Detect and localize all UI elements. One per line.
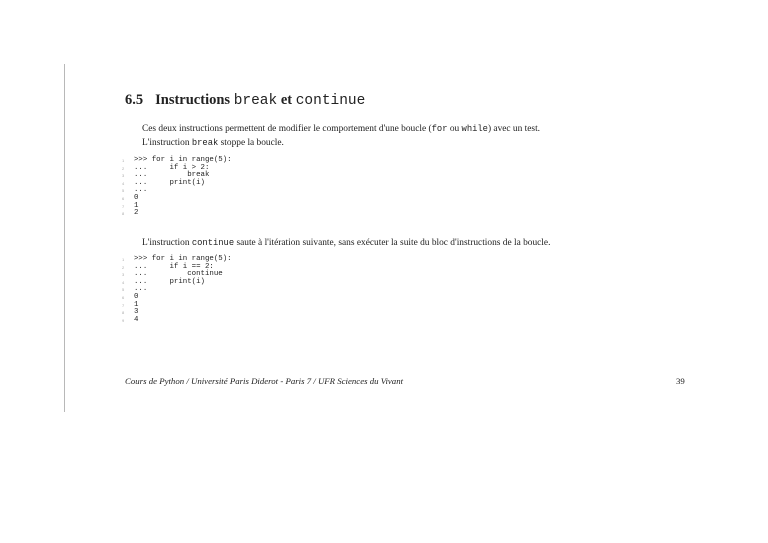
intro-text: ) avec un test. [487,124,541,134]
code-line-number: 3 [122,272,125,278]
code-line-number: 4 [122,279,125,285]
code-line-text: ... print(i) [134,277,205,286]
code-line [122,195,232,203]
footer-page-number: 39 [676,376,685,386]
code-line-text: ... if i == 2: [134,262,214,271]
section-title [125,92,365,109]
code-line-text: 0 [134,292,139,301]
code-line [122,203,232,211]
code-line-text: ... [134,186,148,195]
code-line-number: 5 [122,188,125,194]
code-line-number: 6 [122,195,125,201]
section-title-continue: continue [295,93,366,109]
continue-text: L'instruction [142,238,192,248]
code-line-number: 1 [122,158,125,163]
code-line-number: 9 [122,317,125,323]
code-line-number: 7 [122,203,125,209]
code-line [122,302,232,310]
section-number: 6.5 [125,92,144,108]
code-block-continue [122,256,232,324]
code-line-text: ... break [134,171,210,180]
intro-text: L'instruction [142,138,192,148]
section-title-and: et [280,92,293,108]
continue-paragraph [142,236,550,250]
intro-text: Ces deux instructions permettent de modifier le comportement d'une boucle ( [142,124,432,134]
code-line [122,210,232,218]
intro-text: ou [447,124,462,134]
code-line-number: 1 [122,257,125,262]
continue-text: saute à l'itération suivante, sans exécuter la suite du bloc d'instructions de la boucle. [234,238,551,248]
code-line-text: 1 [134,201,139,210]
code-line-text: 0 [134,193,139,202]
intro-kw-while: while [461,124,488,134]
code-line-text: ... continue [134,270,223,279]
code-line-text: 4 [134,315,139,324]
code-line-text: ... print(i) [134,178,205,187]
code-line-text: 2 [134,209,139,218]
code-line-number: 8 [122,211,125,217]
code-line-text: ... if i > 2: [134,163,210,172]
code-line-number: 6 [122,294,125,300]
footer-course-title: Cours de Python / Université Paris Diderot - Paris 7 / UFR Sciences du Vivant [125,376,404,386]
code-line-number: 5 [122,287,125,293]
code-line [122,317,232,325]
code-line-text: >>> for i in range(5): [134,255,232,263]
code-line [122,187,232,195]
intro-paragraph [142,122,540,150]
code-line-number: 2 [122,165,125,171]
intro-text: stoppe la boucle. [218,138,284,148]
code-line [122,309,232,317]
code-line-number: 8 [122,310,125,316]
section-title-text: Instructions [155,92,231,108]
code-line-number: 2 [122,264,125,270]
code-line-number: 7 [122,302,125,308]
code-line-number: 4 [122,180,125,186]
intro-kw-break: break [191,138,219,148]
continue-kw: continue [191,238,235,248]
code-line [122,286,232,294]
section-title-break: break [233,93,278,109]
code-line-text: 1 [134,300,139,309]
code-block-break [122,157,232,218]
code-line-text: ... [134,285,148,294]
intro-kw-for: for [431,124,448,134]
code-line-number: 3 [122,173,125,179]
page-edge-rule [64,64,65,412]
code-line-text: 3 [134,308,139,317]
code-line [122,294,232,302]
code-line-text: >>> for i in range(5): [134,156,232,164]
